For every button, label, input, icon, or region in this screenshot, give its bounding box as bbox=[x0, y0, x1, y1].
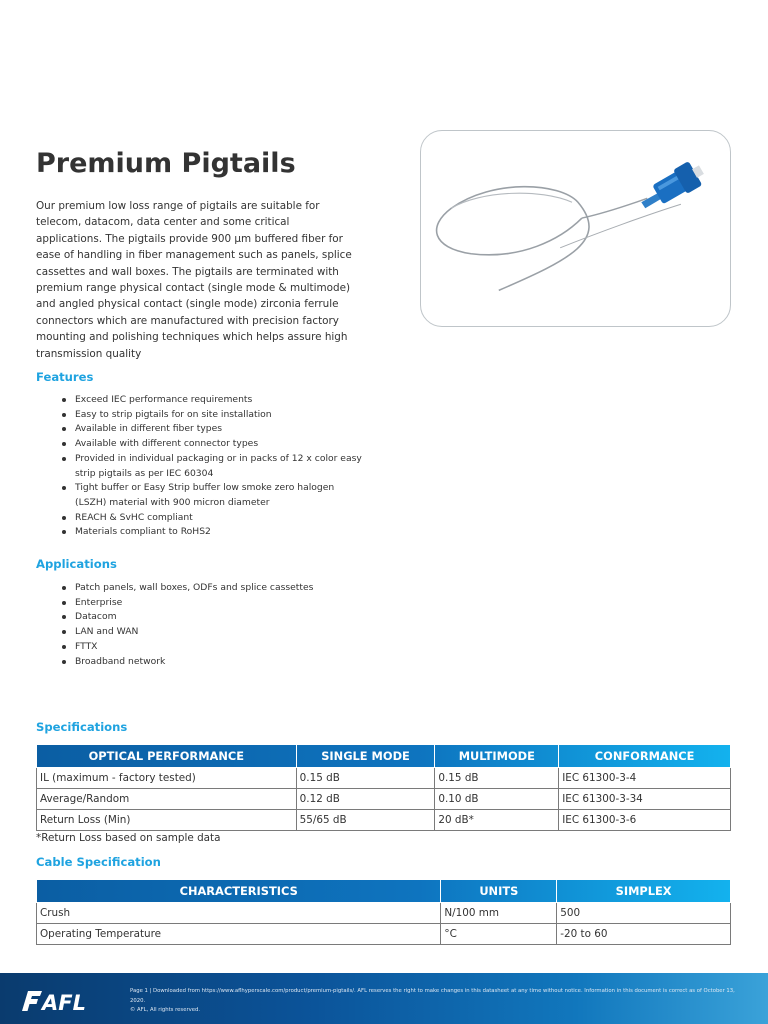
table-cell: IEC 61300-3-34 bbox=[559, 789, 731, 810]
table-header-row bbox=[37, 880, 731, 903]
features-heading: Features bbox=[36, 370, 94, 384]
list-item: Available with different connector types bbox=[62, 437, 362, 452]
page-footer bbox=[0, 973, 768, 1024]
list-item: REACH & SvHC compliant bbox=[62, 511, 362, 526]
table-cell: IEC 61300-3-6 bbox=[559, 810, 731, 831]
list-item: Broadband network bbox=[62, 655, 362, 670]
column-header: OPTICAL PERFORMANCE bbox=[37, 745, 297, 768]
logo-text: AFL bbox=[42, 991, 86, 1013]
table-cell: 500 bbox=[557, 903, 731, 924]
table-cell: 0.15 dB bbox=[435, 768, 559, 789]
features-list bbox=[62, 393, 362, 540]
cable-specification-table bbox=[36, 879, 731, 945]
footer-line: © AFL, All rights reserved. bbox=[130, 1007, 201, 1013]
table-row bbox=[37, 903, 731, 924]
applications-list bbox=[62, 581, 362, 669]
list-item: FTTX bbox=[62, 640, 362, 655]
table-cell: 0.12 dB bbox=[296, 789, 435, 810]
table-cell: -20 to 60 bbox=[557, 924, 731, 945]
footer-line: Page 1 | Downloaded from https://www.aflhyperscale.com/product/premium-pigtails/. AFL reserves the right to make changes in this datasheet at any time without notice. Information in this document is correct as of October 13, 2020. bbox=[130, 988, 735, 1004]
table-row bbox=[37, 810, 731, 831]
column-header: SINGLE MODE bbox=[296, 745, 435, 768]
table-row bbox=[37, 789, 731, 810]
intro-paragraph: Our premium low loss range of pigtails are suitable for telecom, datacom, data center and some critical applications. The pigtails provide 900 μm buffered fiber for ease of handling in fiber management such as panels, splice cassettes and wall boxes. The pigtails are terminated with premium range physical contact (single mode & multimode) and angled physical contact (single mode) zirconia ferrule connectors which are manufactured with precision factory mounting and polishing techniques which helps assure high transmission quality bbox=[36, 200, 352, 360]
table-cell: IL (maximum - factory tested) bbox=[37, 768, 297, 789]
column-header: CONFORMANCE bbox=[559, 745, 731, 768]
list-item: Easy to strip pigtails for on site installation bbox=[62, 408, 362, 423]
column-header: CHARACTERISTICS bbox=[37, 880, 441, 903]
list-item: Exceed IEC performance requirements bbox=[62, 393, 362, 408]
specifications-heading: Specifications bbox=[36, 720, 128, 734]
footer-disclaimer bbox=[130, 987, 750, 1016]
column-header: UNITS bbox=[441, 880, 557, 903]
table-cell: Return Loss (Min) bbox=[37, 810, 297, 831]
fiber-pigtail-with-sc-connector-icon bbox=[421, 131, 730, 326]
return-loss-note: *Return Loss based on sample data bbox=[36, 832, 221, 844]
list-item: Datacom bbox=[62, 610, 362, 625]
table-cell: Operating Temperature bbox=[37, 924, 441, 945]
list-item: Materials compliant to RoHS2 bbox=[62, 525, 362, 540]
list-item: Tight buffer or Easy Strip buffer low smoke zero halogen (LSZH) material with 900 micron diameter bbox=[62, 481, 362, 510]
column-header: MULTIMODE bbox=[435, 745, 559, 768]
table-cell: IEC 61300-3-4 bbox=[559, 768, 731, 789]
page-title: Premium Pigtails bbox=[36, 148, 296, 179]
table-header-row bbox=[37, 745, 731, 768]
applications-heading: Applications bbox=[36, 557, 117, 571]
list-item: Patch panels, wall boxes, ODFs and splice cassettes bbox=[62, 581, 362, 596]
table-cell: N/100 mm bbox=[441, 903, 557, 924]
table-row bbox=[37, 924, 731, 945]
afl-logo-icon bbox=[20, 987, 100, 1013]
table-cell: 55/65 dB bbox=[296, 810, 435, 831]
list-item: Provided in individual packaging or in packs of 12 x color easy strip pigtails as per IEC 60304 bbox=[62, 452, 362, 481]
list-item: Available in different fiber types bbox=[62, 422, 362, 437]
table-cell: Crush bbox=[37, 903, 441, 924]
cable-specification-heading: Cable Specification bbox=[36, 855, 161, 869]
table-cell: 0.15 dB bbox=[296, 768, 435, 789]
table-cell: °C bbox=[441, 924, 557, 945]
product-photo bbox=[420, 130, 731, 327]
list-item: LAN and WAN bbox=[62, 625, 362, 640]
table-cell: Average/Random bbox=[37, 789, 297, 810]
table-cell: 0.10 dB bbox=[435, 789, 559, 810]
column-header: SIMPLEX bbox=[557, 880, 731, 903]
table-row bbox=[37, 768, 731, 789]
table-cell: 20 dB* bbox=[435, 810, 559, 831]
list-item: Enterprise bbox=[62, 596, 362, 611]
specifications-table bbox=[36, 744, 731, 831]
